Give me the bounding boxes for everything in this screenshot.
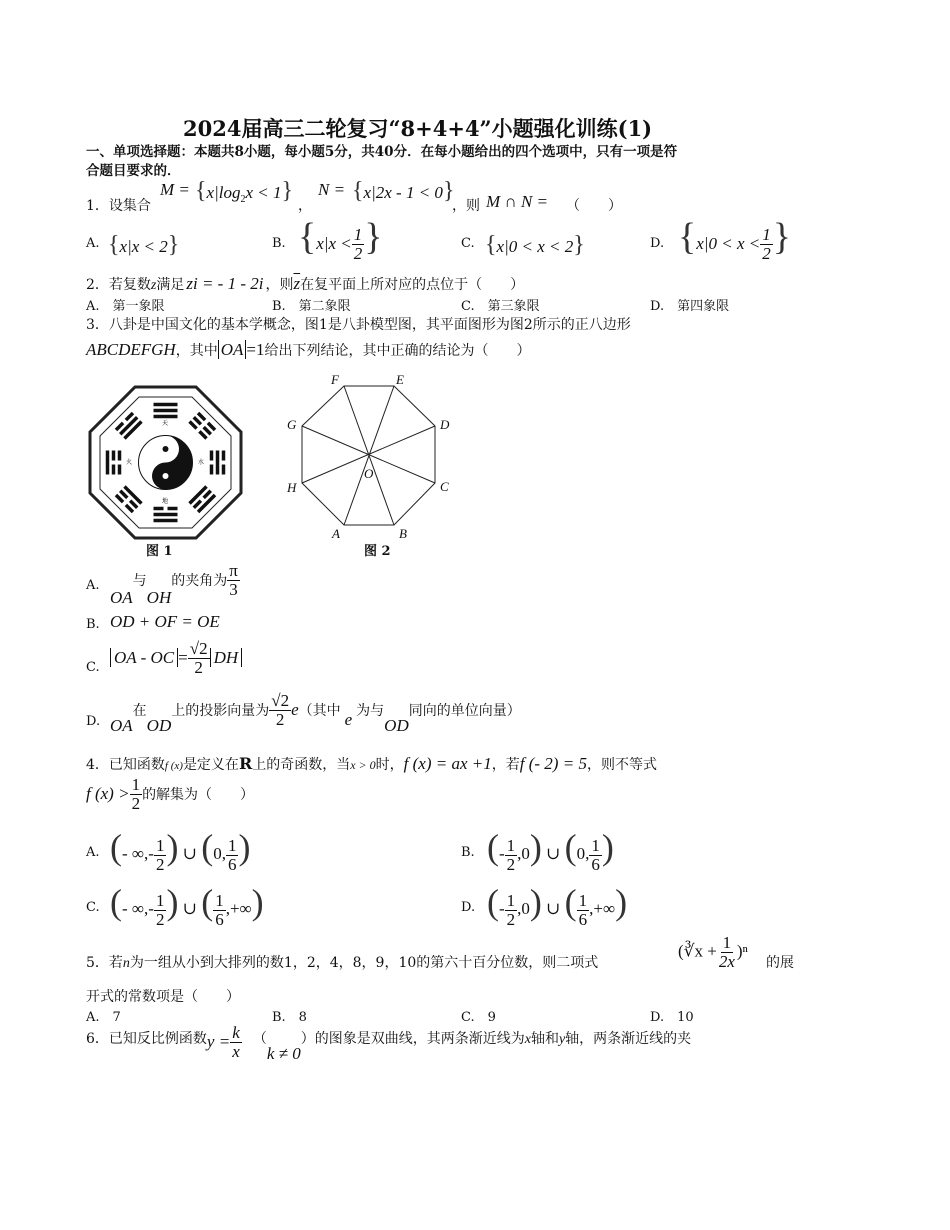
q1-option-c[interactable]: C. <box>461 236 475 251</box>
q2-option-c[interactable]: C. 第三象限 <box>461 299 540 314</box>
q5-stem-line2: 开式的常数项是（ ） <box>86 989 240 1005</box>
bagua-char-tian: 天 <box>161 420 169 427</box>
bagua-char-di: 地 <box>161 498 169 505</box>
q3-option-d[interactable]: D. <box>86 714 101 729</box>
q1-N: N = <box>318 180 346 199</box>
q3-stem-line1: 3．八卦是中国文化的基本学概念，图1是八卦模型图，其平面图形为图2所示的正八边形 <box>86 317 631 333</box>
vertex-B: B <box>399 526 407 541</box>
q2-option-b[interactable]: B. 第二象限 <box>272 299 351 314</box>
q1-MN: M ∩ N = <box>486 192 548 211</box>
q1-paren: （ ） <box>566 198 622 214</box>
q1-M: M = <box>160 180 190 199</box>
q3-stem-line2: ABCDEFGH，其中 OA =1给出下列结论，其中正确的结论为（ ） <box>86 340 531 359</box>
q3-option-b[interactable]: B. <box>86 617 100 632</box>
vertex-D: D <box>440 417 450 432</box>
bagua-char-huo: 火 <box>125 459 133 466</box>
q2-stem: 2．若复数z满足 zi = - 1 - 2i ，则$\overline{z}$在复平面上所对应的点位于（ ） <box>86 274 525 293</box>
q4-option-d[interactable]: D. <box>461 900 476 915</box>
q5-stem-tail: 的展 <box>766 955 794 971</box>
q4-option-d-math: (- $\frac{1}{2}$ ,0) ∪ ( $\frac{1}{6}$ ,+∞) <box>487 882 628 929</box>
q3-option-a[interactable]: A. <box>86 578 100 593</box>
q4-stem-line2: f (x) > $\frac{1}{2}$ 的解集为（ ） <box>86 775 255 813</box>
q3-option-d-text: OA在OD上的投影向量为 $\frac{√2}{2}$ e（其中 e 为与OD同向的单位向量） <box>110 691 521 735</box>
q4-option-a-math: (- ∞,- $\frac{1}{2}$ ) ∪ (0, $\frac{1}{6}$ ) <box>110 827 251 874</box>
q1-option-a[interactable]: A. <box>86 236 100 251</box>
bagua-char-shui: 水 <box>197 459 205 466</box>
q1-comma: ， <box>298 198 312 214</box>
q3-option-c[interactable]: C. <box>86 660 100 675</box>
q2-option-a[interactable]: A. 第一象限 <box>86 299 165 314</box>
page-title: 2024届高三二轮复习“8+4+4”小题强化训练(1) <box>183 116 653 141</box>
q1-option-d-math: {x|0 < x < $\frac{1}{2}$ } <box>678 216 791 263</box>
vertex-C: C <box>440 479 449 494</box>
q1-N-set: {x|2x - 1 < 0} <box>352 178 455 204</box>
octagon-figure <box>282 370 462 545</box>
q1-option-a-math: {x|x < 2} <box>108 232 180 258</box>
vertex-O: O <box>364 466 374 481</box>
q4-option-b[interactable]: B. <box>461 845 475 860</box>
q6-stem: 6．已知反比例函数y = $\frac{k}{x}$ （k ≠ 0）的图象是双曲线，其两条渐近线为x轴和y轴，两条渐近线的夹 <box>86 1023 692 1063</box>
q3-option-b-math: OD + OF = OE <box>110 612 220 631</box>
q4-option-c[interactable]: C. <box>86 900 100 915</box>
q1-M-set: $\{x|\log_2x < 1\}$ <box>195 178 294 206</box>
q5-option-c[interactable]: C. 9 <box>461 1010 496 1025</box>
q5-option-d[interactable]: D. 10 <box>650 1010 694 1025</box>
section-heading-line1: 一、单项选择题：本题共8小题，每小题5分，共40分．在每小题给出的四个选项中，只有一项是符 <box>86 144 678 160</box>
q1-option-b[interactable]: B. <box>272 236 286 251</box>
section-heading-line2: 合题目要求的． <box>86 163 181 179</box>
vertex-H: H <box>287 480 297 495</box>
q5-stem-line1: 5．若n为一组从小到大排列的数1，2，4，8，9，10的第六十百分位数，则二项式 <box>86 955 599 971</box>
q1-then: ，则 <box>452 198 480 214</box>
q5-option-b[interactable]: B. 8 <box>272 1010 307 1025</box>
q4-option-b-math: (- $\frac{1}{2}$ ,0) ∪ (0, $\frac{1}{6}$ ) <box>487 827 614 874</box>
q1-option-b-math: {x|x < $\frac{1}{2}$ } <box>298 216 383 263</box>
vertex-E: E <box>396 372 404 387</box>
q4-stem-line1: 4．已知函数f (x)是定义在R上的奇函数，当x > 0时，f (x) = ax +1，若f (- 2) = 5，则不等式 <box>86 754 657 773</box>
figure2-caption: 图 2 <box>364 544 391 559</box>
figure1-caption: 图 1 <box>146 544 173 559</box>
bagua-figure <box>88 385 243 540</box>
q4-option-a[interactable]: A. <box>86 845 100 860</box>
q5-option-a[interactable]: A. 7 <box>86 1010 121 1025</box>
q2-option-d[interactable]: D. 第四象限 <box>650 299 730 314</box>
vertex-A: A <box>332 526 340 541</box>
q5-binomial: (∛x + $\frac{1}{2x}$ )ⁿ <box>678 933 748 971</box>
q1-option-c-math: {x|0 < x < 2} <box>485 232 585 258</box>
vertex-F: F <box>331 372 339 387</box>
q1-option-d[interactable]: D. <box>650 236 665 251</box>
q3-option-c-math: OA - OC = $\frac{√2}{2}$ DH <box>110 640 242 677</box>
vertex-G: G <box>287 417 297 432</box>
q1-prefix: 1．设集合 <box>86 198 151 214</box>
q3-option-a-text: OA与OH的夹角为 $\frac{\pi}{3}$ <box>110 561 238 607</box>
q4-option-c-math: (- ∞,- $\frac{1}{2}$ ) ∪ ( $\frac{1}{6}$ ,+∞) <box>110 882 264 929</box>
